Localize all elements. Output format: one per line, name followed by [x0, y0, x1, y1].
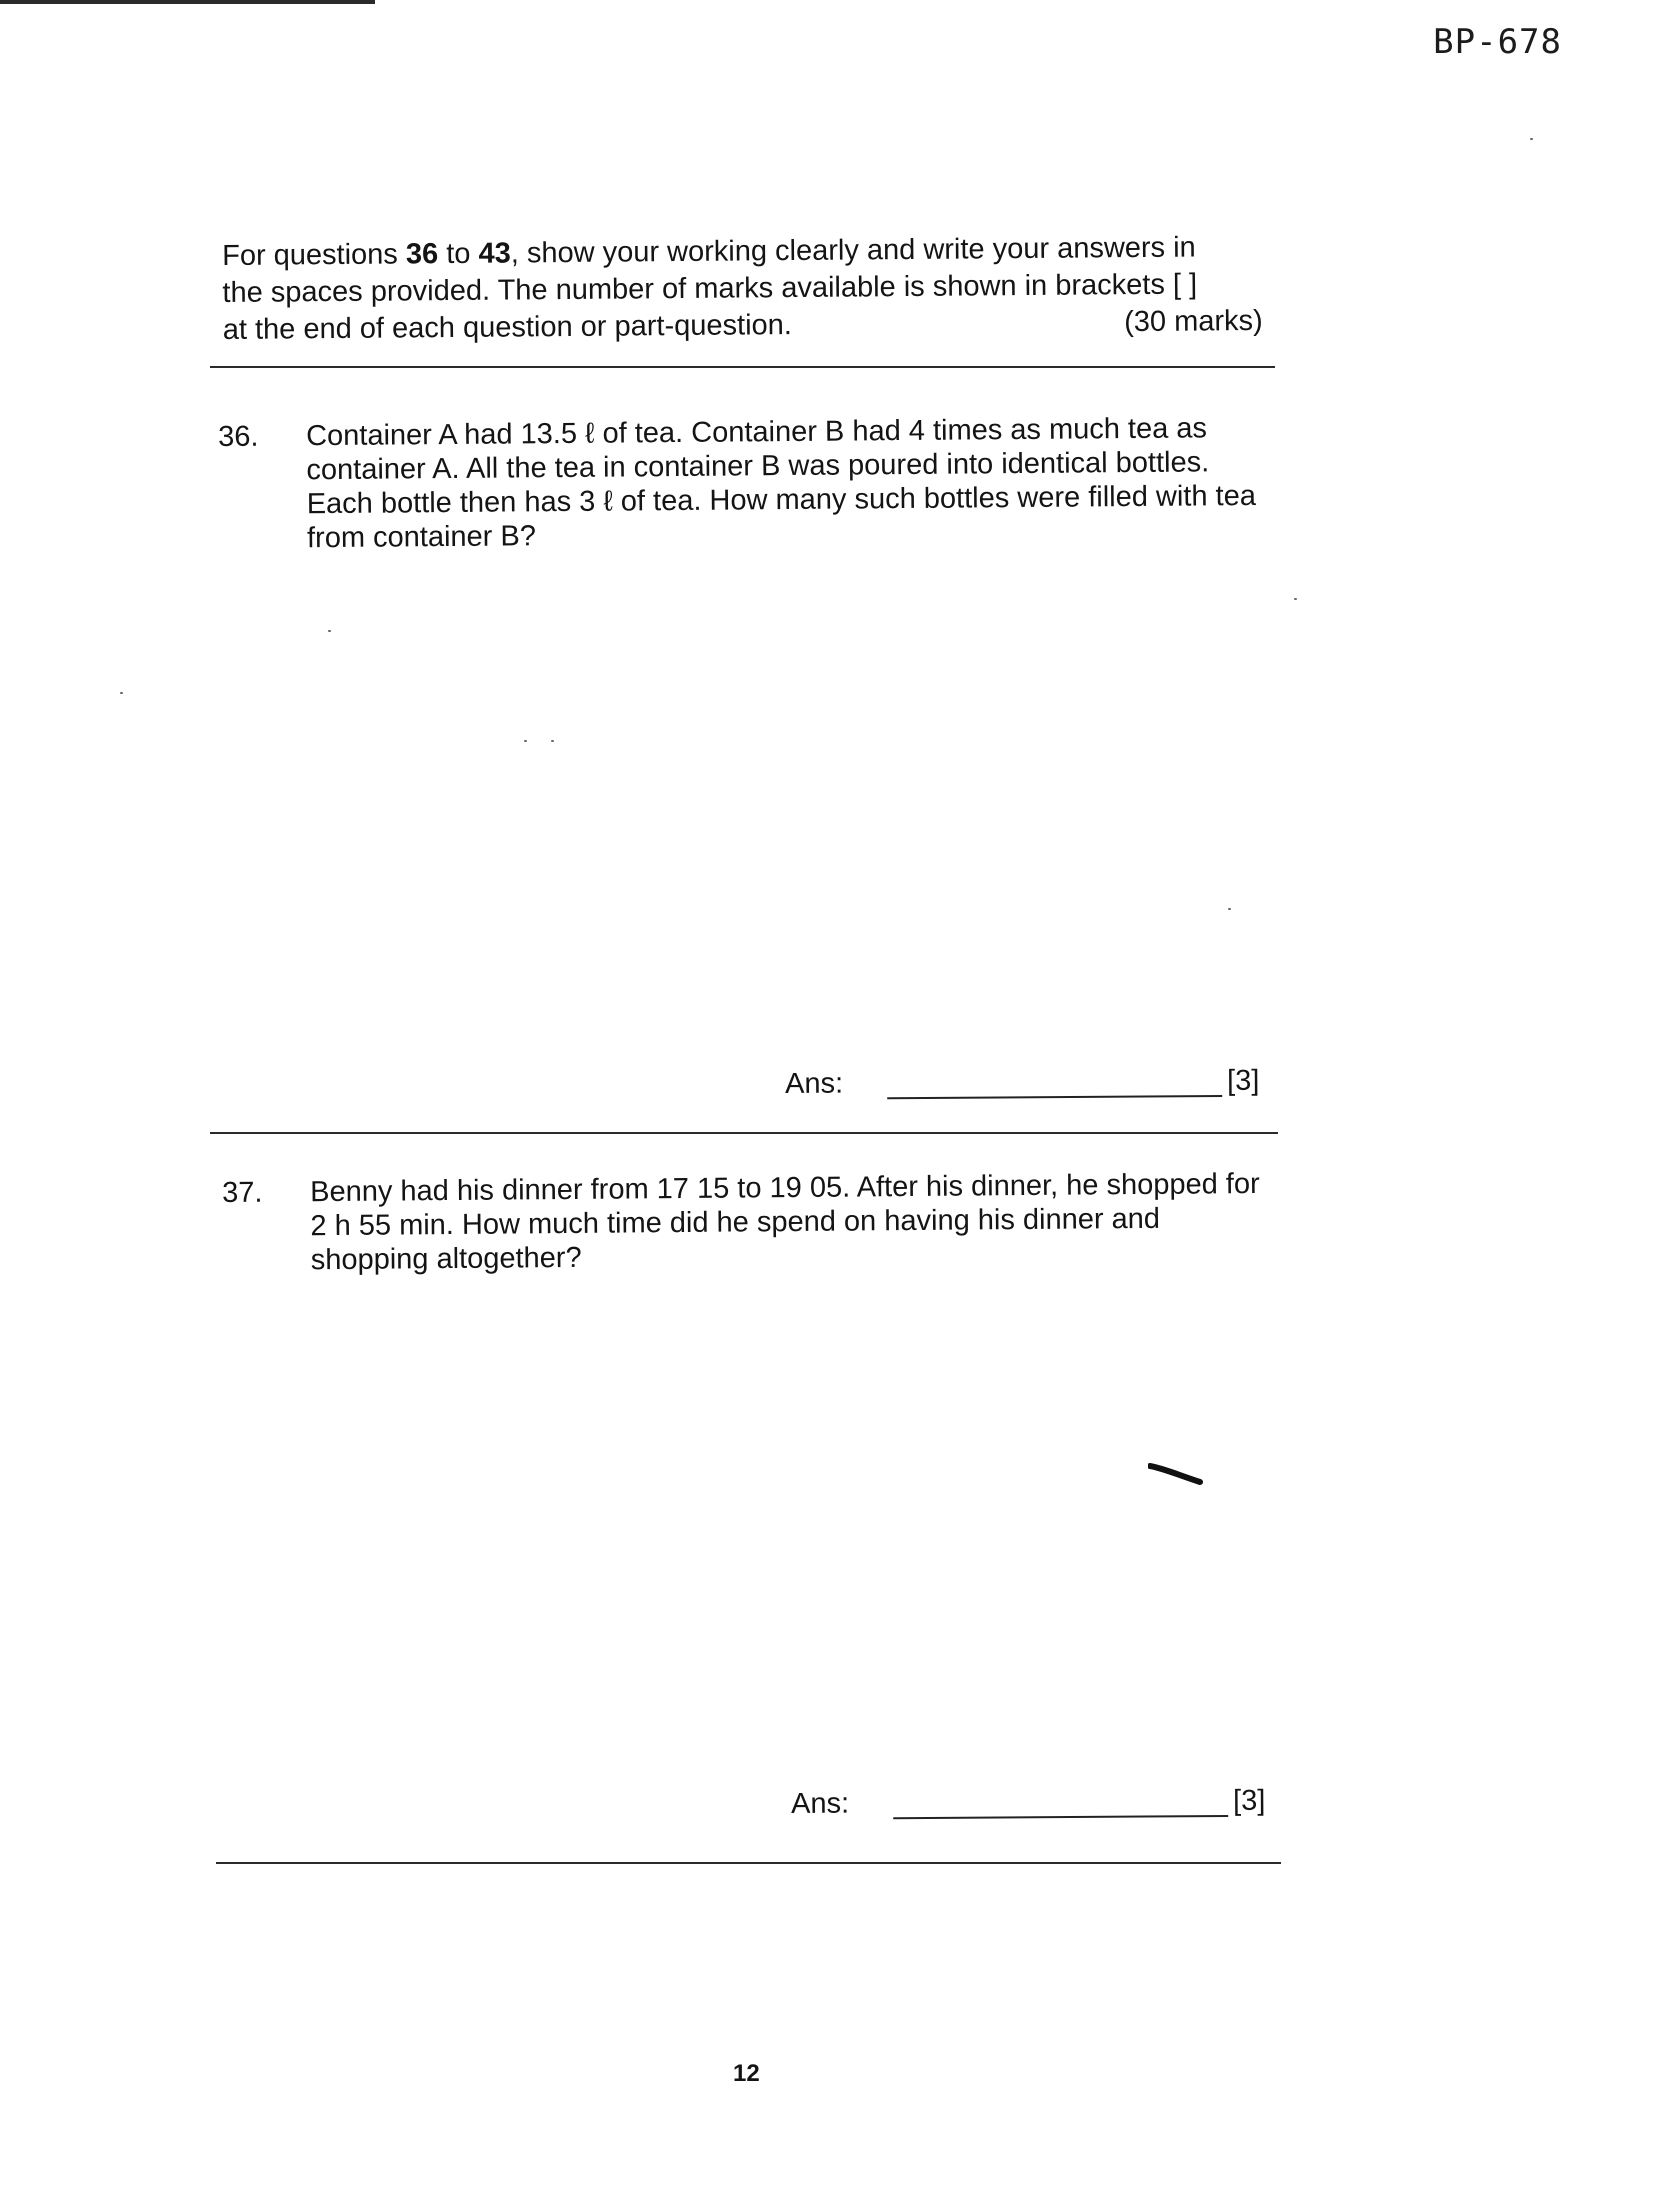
scan-speck — [120, 692, 123, 694]
scan-speck — [1294, 598, 1297, 600]
scan-speck — [524, 740, 527, 742]
answer-label: Ans: — [785, 1067, 844, 1100]
scan-edge-mark — [0, 0, 375, 4]
scan-speck — [551, 740, 554, 742]
instructions-block — [222, 229, 1263, 349]
question-text: Benny had his dinner from 17 15 to 19 05. After his dinner, he shopped for 2 h 55 min. How much time did he spend on having his dinner and shopping altogether? — [310, 1167, 1260, 1277]
answer-blank[interactable] — [887, 1095, 1222, 1099]
answer-blank[interactable] — [893, 1815, 1228, 1819]
scan-speck — [1530, 138, 1533, 140]
question-number: 37. — [222, 1176, 263, 1209]
marks-label: [3] — [1232, 1784, 1266, 1817]
page-number: 12 — [733, 2060, 760, 2087]
instructions-text: to — [438, 237, 479, 271]
question-text: Container A had 13.5 ℓ of tea. Container B had 4 times as much tea as container A. All the tea in container B was poured into identical bottles. Each bottle then has 3 ℓ of tea. How many such bottles were filled with tea from container B? — [306, 412, 1257, 555]
instructions-text: , show your working clearly and write your answers in — [510, 231, 1196, 270]
answer-label: Ans: — [791, 1787, 850, 1820]
instructions-text: For questions — [222, 238, 407, 272]
scan-speck — [328, 630, 331, 632]
paper-code: BP-678 — [1433, 22, 1562, 62]
question-range-start: 36 — [405, 238, 439, 271]
instructions-line-3 — [223, 303, 1263, 349]
marks-label: [3] — [1226, 1064, 1260, 1097]
divider-rule — [210, 366, 1275, 368]
divider-rule — [210, 1132, 1278, 1134]
ink-mark — [1148, 1458, 1208, 1488]
question-number: 36. — [218, 420, 259, 453]
instructions-text: at the end of each question or part-question. — [222, 309, 793, 346]
scan-speck — [1228, 908, 1231, 910]
total-marks: (30 marks) — [1124, 304, 1263, 339]
instructions-line-2: the spaces provided. The number of marks available is shown in brackets [ ] — [222, 268, 1198, 309]
question-range-end: 43 — [478, 237, 511, 270]
divider-rule — [216, 1862, 1281, 1864]
